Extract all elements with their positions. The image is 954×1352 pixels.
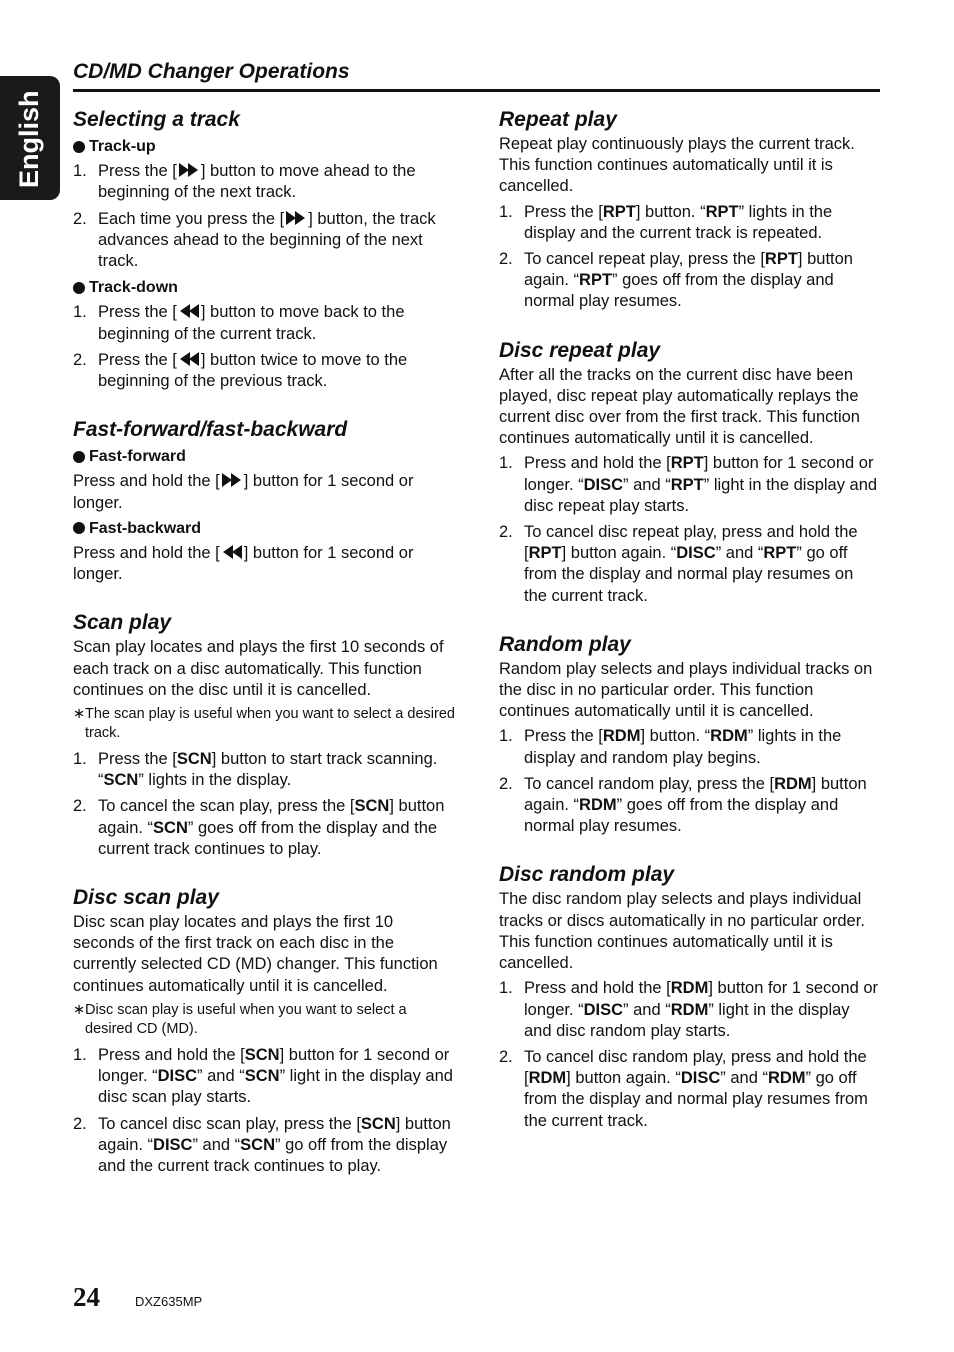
paragraph: Press and hold the [ ] button for 1 second or longer. [73, 472, 414, 512]
model-number: DXZ635MP [135, 1294, 203, 1309]
bullet-icon [73, 141, 85, 153]
steps-list [499, 202, 880, 313]
list-item: 2. To cancel disc random play, press and hold the [RDM] button again. “DISC” and “RDM” go off from the display and normal play resumes from the current track. [499, 1047, 868, 1130]
bullet-icon [73, 282, 85, 294]
list-item: 1. Press and hold the [RDM] button for 1 second or longer. “DISC” and “RDM” light in the display and disc random play starts. [499, 979, 879, 1040]
subheading-track-up [73, 136, 457, 157]
list-item: 1. Press the [ ] button to move back to the beginning of the current track. [73, 303, 405, 343]
prev-track-icon [178, 351, 200, 367]
language-tab [0, 76, 60, 200]
page-number: 24 [73, 1282, 100, 1312]
language-tab-label: English [14, 90, 44, 188]
list-item: 2. To cancel the scan play, press the [SCN] button again. “SCN” goes off from the display and the current track continues to play. [73, 797, 445, 858]
note: ∗ The scan play is useful when you want to select a desired track. [73, 706, 455, 742]
section-disc-scan-play [73, 884, 457, 1177]
subheading-label: Track-up [89, 138, 156, 155]
section-repeat-play [499, 106, 880, 313]
steps-list [73, 1045, 457, 1177]
list-item: 1. Press and hold the [SCN] button for 1 second or longer. “DISC” and “SCN” light in the display and disc scan play starts. [73, 1045, 453, 1107]
section-fast-forward [73, 416, 457, 585]
subheading-label: Track-down [89, 279, 178, 297]
paragraph: Random play selects and plays individual tracks on the disc in no particular order. This function continues automatically until it is cancelled. [499, 659, 873, 721]
section-title: Scan play [73, 611, 172, 635]
next-track-icon [221, 472, 243, 488]
paragraph: Repeat play continuously plays the current track. This function continues automatically until it is cancelled. [499, 135, 855, 196]
list-item: 1. Press the [SCN] button to start track scanning. “SCN” lights in the display. [73, 750, 438, 790]
next-track-icon [285, 210, 307, 226]
prev-track-icon [221, 544, 243, 560]
list-item: 2. To cancel random play, press the [RDM] button again. “RDM” goes off from the display and normal play resumes. [499, 774, 867, 836]
section-title: Disc scan play [73, 886, 219, 910]
section-title: Fast-forward/fast-backward [73, 418, 348, 442]
subheading-fast-forward [73, 446, 457, 467]
header-rule [73, 89, 880, 92]
paragraph: Press and hold the [ ] button for 1 second or longer. [73, 544, 414, 584]
list-item: 1. Press the [RDM] button. “RDM” lights in the display and random play begins. [499, 727, 842, 767]
bullet-icon [73, 451, 85, 463]
list-item: 2. Each time you press the [ ] button, the track advances ahead to the beginning of the next track. [73, 209, 436, 271]
steps-list [499, 978, 880, 1131]
section-scan-play [73, 609, 457, 860]
list-item: 1. Press the [RPT] button. “RPT” lights in the display and the current track is repeated. [499, 202, 833, 242]
list-item: 2. To cancel disc repeat play, press and hold the [RPT] button again. “DISC” and “RPT” go off from the display and normal play resumes on the current track. [499, 523, 858, 605]
section-disc-repeat-play [499, 337, 880, 607]
note: ∗ Disc scan play is useful when you want to select a desired CD (MD). [73, 1001, 407, 1037]
subheading-label: Fast-backward [89, 519, 202, 537]
paragraph: Scan play locates and plays the first 10 seconds of each track on a disc automatically. This function continues on the disc until it is cancelled. [73, 638, 444, 699]
section-disc-random-play [499, 861, 880, 1131]
steps-list [73, 161, 457, 272]
subheading-fast-backward [73, 518, 457, 539]
paragraph: Disc scan play locates and plays the first 10 seconds of the first track on each disc in the currently selected CD (MD) changer. This function continues automatically until it is cancelled. [73, 913, 438, 995]
subheading-track-down [73, 277, 457, 298]
list-item: 1. Press the [ ] button to move ahead to the beginning of the next track. [73, 162, 416, 202]
section-title: Selecting a track [73, 108, 240, 131]
section-title: Repeat play [499, 108, 617, 131]
section-random-play [499, 631, 880, 838]
subheading-label: Fast-forward [89, 448, 186, 466]
steps-list [499, 726, 880, 837]
steps-list [73, 302, 457, 392]
section-title: Disc repeat play [499, 338, 661, 362]
paragraph: The disc random play selects and plays individual tracks or discs automatically in no particular order. This function continues automatically until it is cancelled. [499, 890, 865, 973]
paragraph: After all the tracks on the current disc have been played, disc repeat play automatically replays the current disc over from the first track. This function continues automatically until it is cancelled. [499, 365, 860, 448]
steps-list [499, 453, 880, 606]
section-selecting-track [73, 106, 457, 392]
section-title: Random play [499, 632, 631, 656]
right-column [499, 106, 880, 1156]
next-track-icon [178, 162, 200, 178]
section-header: CD/MD Changer Operations [73, 60, 350, 83]
asterisk-icon: ∗ [73, 1001, 86, 1018]
list-item: 2. To cancel repeat play, press the [RPT] button again. “RPT” goes off from the display and normal play resumes. [499, 250, 853, 311]
bullet-icon [73, 522, 85, 534]
prev-track-icon [178, 303, 200, 319]
asterisk-icon: ∗ [73, 706, 86, 723]
list-item: 1. Press and hold the [RPT] button for 1 second or longer. “DISC” and “RPT” light in the display and disc repeat play starts. [499, 454, 878, 515]
steps-list [73, 749, 457, 860]
left-column [73, 106, 457, 1201]
section-title: Disc random play [499, 863, 675, 887]
list-item: 2. Press the [ ] button twice to move to the beginning of the previous track. [73, 350, 408, 391]
list-item: 2. To cancel disc scan play, press the [SCN] button again. “DISC” and “SCN” go off from the display and the current track continues to play. [73, 1114, 451, 1175]
